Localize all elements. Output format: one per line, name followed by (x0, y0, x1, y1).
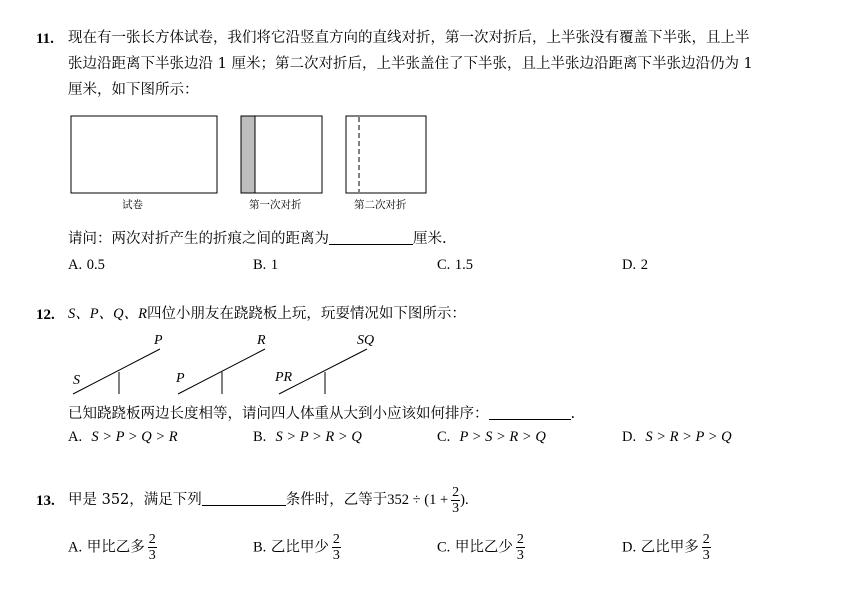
q13-option-c[interactable]: C. 甲比乙少 $\frac{2}{3}$ (437, 532, 524, 563)
q11-number: 11. (36, 31, 54, 47)
seesaw-3-plank (279, 349, 367, 394)
q13-option-b[interactable]: B. 乙比甲少 $\frac{2}{3}$ (253, 532, 340, 563)
q13-answer-blank[interactable] (202, 491, 286, 506)
q13-question (68, 482, 469, 518)
q11-text-line3: 厘米，如下图所示： (68, 82, 199, 98)
seesaw-1-high-label: P (154, 333, 163, 348)
q12-question (68, 404, 575, 424)
q11-option-b[interactable]: B. 1 (253, 257, 279, 273)
q13-option-d[interactable]: D. 乙比甲多 $\frac{2}{3}$ (622, 532, 710, 563)
q13-expr-fraction: $\frac{2}{3}$ (452, 484, 460, 516)
caption-second-fold: 第二次对折 (354, 199, 407, 211)
q12-question-end: . (570, 406, 576, 422)
q11-question-suffix: 厘米. (413, 231, 447, 247)
q12-intro (68, 304, 466, 324)
q13-number: 13. (36, 493, 55, 509)
q11-answer-blank[interactable] (329, 230, 413, 245)
q11-text-line1: 现在有一张长方体试卷，我们将它沿竖直方向的直线对折，第一次对折后，上半张没有覆盖下半张，且上半 (68, 30, 750, 46)
exam-paper-rect (71, 116, 217, 193)
q11-option-c[interactable]: C. 1.5 (437, 257, 474, 273)
q13-expr-left: 352 ÷ (1 + (387, 492, 449, 508)
caption-first-fold: 第一次对折 (249, 199, 302, 211)
seesaw-1-plank (73, 349, 160, 394)
seesaw-3-high-label: SQ (357, 333, 375, 348)
seesaw-3-low-label: PR (275, 370, 293, 385)
seesaw-2-high-label: R (257, 333, 266, 348)
q12-names: S、P、Q、R (68, 306, 147, 322)
q13-prefix: 甲是 352，满足下列 (68, 492, 202, 508)
q12-intro-rest: 四位小朋友在跷跷板上玩，玩耍情况如下图所示： (146, 306, 466, 322)
q12-question-text: 已知跷跷板两边长度相等，请问四人体重从大到小应该如何排序： (68, 406, 489, 422)
q12-option-a[interactable]: A. S > P > Q > R (68, 429, 178, 445)
second-fold-rect (346, 116, 426, 193)
seesaw-2-low-label: P (176, 371, 185, 386)
caption-exam-paper: 试卷 (122, 199, 143, 211)
q11-question-prefix: 请问：两次对折产生的折痕之间的距离为 (68, 231, 329, 247)
first-fold-shaded-strip (241, 116, 255, 193)
q11-option-d[interactable]: D. 2 (622, 257, 648, 273)
q12-option-c[interactable]: C. P > S > R > Q (437, 429, 546, 445)
q11-question (68, 229, 447, 249)
q11-option-a[interactable]: A. 0.5 (68, 257, 105, 273)
q12-option-b[interactable]: B. S > P > R > Q (253, 429, 362, 445)
seesaw-1-low-label: S (73, 373, 80, 388)
q13-option-a[interactable]: A. 甲比乙多 $\frac{2}{3}$ (68, 532, 156, 563)
q12-option-d[interactable]: D. S > R > P > Q (622, 429, 732, 445)
q12-number: 12. (36, 307, 55, 323)
q13-middle: 条件时，乙等于 (285, 492, 388, 508)
q11-text-line2: 张边沿距离下半张边沿 1 厘米；第二次对折后，上半张盖住了下半张，且上半张边沿距离下半张边沿仍为 1 (68, 56, 753, 72)
q13-expr-right: ). (460, 492, 469, 508)
q12-answer-blank[interactable] (489, 405, 571, 420)
